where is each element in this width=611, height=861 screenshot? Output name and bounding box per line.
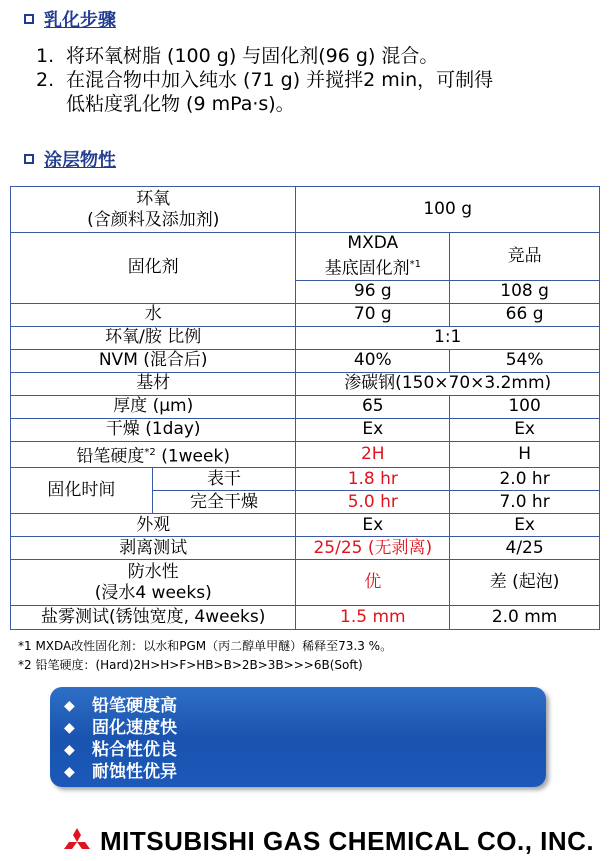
table-cell: 外观 [11,514,296,537]
list-item: ◆ 固化速度快 [64,718,177,738]
highlights-box [50,687,546,787]
table-cell: 40% [296,349,450,372]
table-cell: 环氧 (含颜料及添加剂) [11,187,296,233]
diamond-bullet-icon: ◆ [64,698,75,714]
diamond-bullet-icon: ◆ [64,720,75,736]
table-row [11,372,600,395]
table-cell: 1.8 hr [296,468,450,491]
table-cell: 优 [296,560,450,606]
table-cell: 铅笔硬度$^{*2}$ (1week) [11,441,296,468]
table-cell: 96 g [296,280,450,303]
table-cell: 100 g [296,187,600,233]
list-item: ◆ 铅笔硬度高 [64,696,177,716]
table-cell: Ex [296,514,450,537]
step-item: 1. 将环氧树脂 (100 g) 与固化剂(96 g) 混合。 [36,45,439,67]
table-cell: 5.0 hr [296,491,450,514]
table-cell: MXDA 基底固化剂$^{*1}$ [296,233,450,281]
table-cell: 66 g [450,303,600,326]
step-item: 低粘度乳化物 (9 mPa·s)。 [66,93,295,115]
table-cell: 干燥 (1day) [11,418,296,441]
table-cell: 盐雾测试(锈蚀宽度, 4weeks) [11,606,296,630]
table-cell: 100 [450,395,600,418]
table-cell: Ex [450,418,600,441]
table-cell: 固化剂 [11,233,296,304]
table-cell: 65 [296,395,450,418]
table-cell: 基材 [11,372,296,395]
table-row [11,303,600,326]
table-cell: 54% [450,349,600,372]
table-cell: 厚度 (μm) [11,395,296,418]
table-cell: 108 g [450,280,600,303]
table-row [11,514,600,537]
table-cell: 1:1 [296,326,600,349]
section-title-emulsification [24,6,116,32]
table-row [11,187,600,233]
table-cell: Ex [296,418,450,441]
table-row [11,349,600,372]
table-row [11,537,600,560]
table-row [11,326,600,349]
company-logo [62,826,594,857]
square-bullet-icon [24,154,34,164]
steps-list [36,44,493,116]
table-cell: NVM (混合后) [11,349,296,372]
table-cell: 环氧/胺 比例 [11,326,296,349]
table-cell: 差 (起泡) [450,560,600,606]
table-cell: 剥离测试 [11,537,296,560]
footnote: *1 MXDA改性固化剂：以水和PGM（丙二醇单甲醚）稀释至73.3 %。 [18,639,393,653]
table-cell: H [450,441,600,468]
table-row [11,560,600,606]
list-item: ◆ 耐蚀性优异 [64,762,177,782]
table-cell: 表干 [152,468,296,491]
table-cell: 渗碳钢(150×70×3.2mm) [296,372,600,395]
company-name: MITSUBISHI GAS CHEMICAL CO., INC. [100,826,595,856]
three-diamonds-icon [62,828,92,856]
section-title-coating [24,146,116,172]
table-cell: 4/25 [450,537,600,560]
diamond-bullet-icon: ◆ [64,742,75,758]
table-cell: 25/25 (无剥离) [296,537,450,560]
table-cell: 2H [296,441,450,468]
section-title-text: 乳化步骤 [44,10,116,31]
table-cell: 7.0 hr [450,491,600,514]
footnote: *2 铅笔硬度：(Hard)2H>H>F>HB>B>2B>3B>>>6B(Soft) [18,658,363,672]
table-row [11,233,600,281]
table-cell: 70 g [296,303,450,326]
table-cell: 竞品 [450,233,600,281]
table-cell: Ex [450,514,600,537]
section-title-text: 涂层物性 [44,150,116,171]
step-item: 2. 在混合物中加入纯水 (71 g) 并搅拌2 min，可制得 [36,69,494,91]
table-row [11,606,600,630]
list-item: ◆ 粘合性优良 [64,740,177,760]
square-bullet-icon [24,14,34,24]
table-row [11,441,600,468]
table-cell: 2.0 mm [450,606,600,630]
properties-table [10,186,600,630]
table-cell: 1.5 mm [296,606,450,630]
table-cell: 防水性 (浸水4 weeks) [11,560,296,606]
diamond-bullet-icon: ◆ [64,764,75,780]
table-cell: 完全干燥 [152,491,296,514]
table-cell: 水 [11,303,296,326]
table-row [11,395,600,418]
table-row [11,418,600,441]
table-cell: 2.0 hr [450,468,600,491]
table-cell: 固化时间 [11,468,153,514]
table-row [11,468,600,491]
